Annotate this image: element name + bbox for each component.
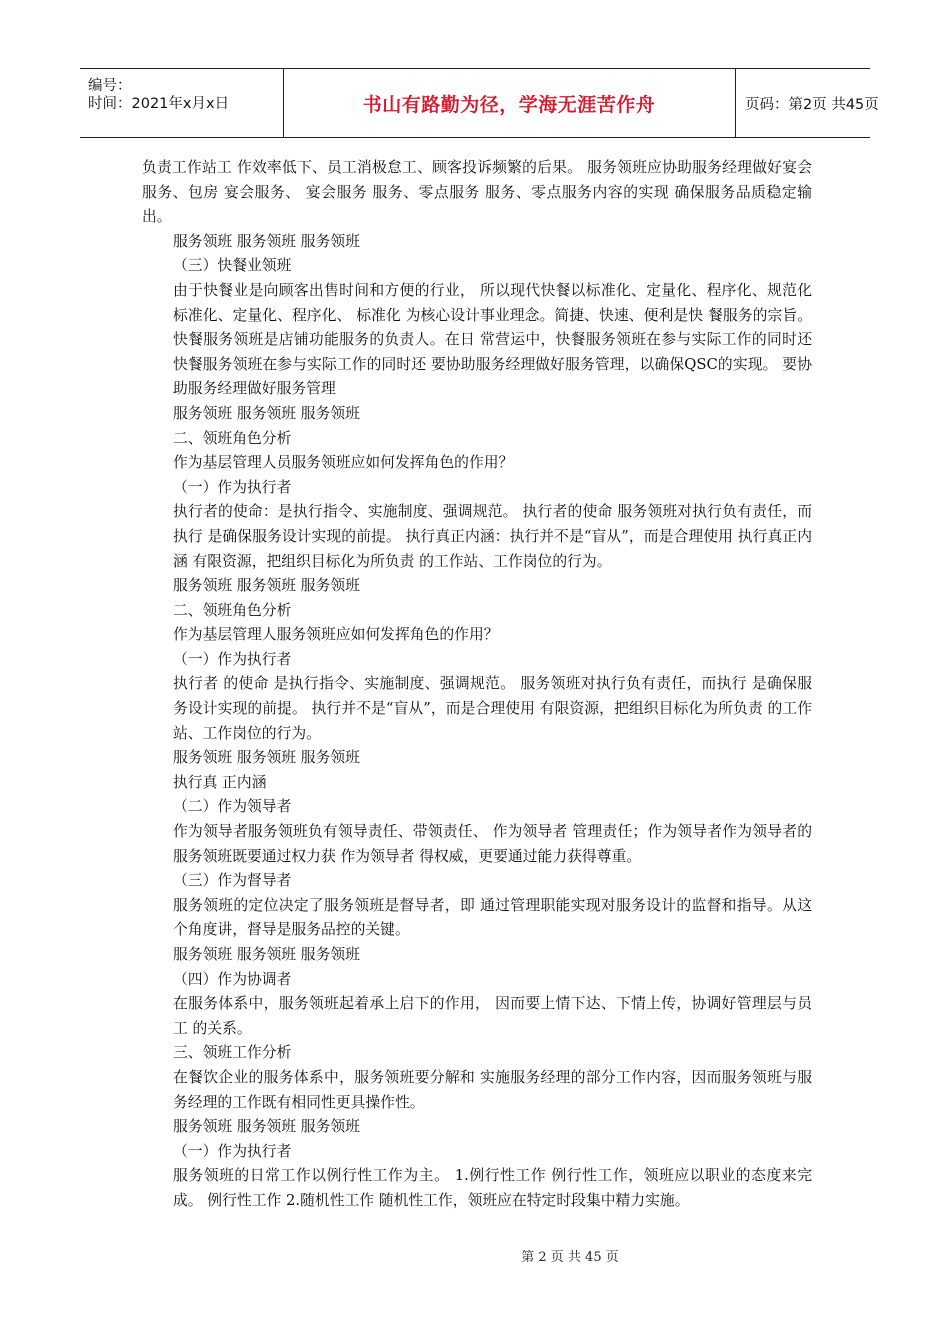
paragraph: （三）作为督导者: [173, 872, 292, 890]
header-page-cell: [735, 69, 880, 137]
paragraph: 作为基层管理人服务领班应如何发挥角色的作用？: [173, 626, 499, 644]
paragraph: 服务领班 服务领班 服务领班: [173, 232, 360, 250]
paragraph: 执行者 的使命 是执行指令、实施制度、强调规范。 服务领班对执行负有责任，而执行 是确保服务设计实现的前提。 执行并不是“盲从”，而是合理使用 有限资源，把组织目标化为所负责 的工作站、工作岗位的行为。: [173, 675, 812, 742]
paragraph: （四）作为协调者: [173, 970, 292, 988]
paragraph: 二、领班角色分析: [173, 601, 292, 619]
paragraph: 在服务体系中，服务领班起着承上启下的作用， 因而要上情下达、下情上传，协调好管理层与员工 的关系。: [173, 995, 812, 1037]
paragraph: 二、领班角色分析: [173, 429, 292, 447]
paragraph: 在餐饮企业的服务体系中，服务领班要分解和 实施服务经理的部分工作内容，因而服务领班与服 务经理的工作既有相同性更具操作性。: [173, 1068, 812, 1111]
page-footer: 第 2 页 共 45 页: [521, 1250, 619, 1265]
paragraph: 负责工作站工 作效率低下、员工消极怠工、顾客投诉频繁的后果。 服务领班应协助服务经理做好宴会服务、包房 宴会服务、 宴会服务 服务、零点服务 服务、零点服务内容的实现 确保服务品质稳定输出。: [142, 159, 812, 226]
paragraph: （二）作为领导者: [173, 798, 292, 816]
paragraph: 由于快餐业是向顾客出售时间和方便的行业， 所以现代快餐以标准化、定量化、程序化、规范化 标准化、定量化、程序化、 标准化 为核心设计事业理念。简捷、快速、便利是快 餐服务的宗旨。 快餐服务领班是店铺功能服务的负责人。在日 常营运中，快餐服务领班在参与实际工作的同时还 快餐服务领班在参与实际工作的同时还 要协助服务经理做好服务管理，以确保QSC的实现。 要协助服务经理做好服务管理: [173, 281, 812, 398]
paragraph: （一）作为执行者: [173, 1142, 292, 1160]
header-page-info: 页码：第2页 共45页: [745, 96, 879, 113]
paragraph: 服务领班的日常工作以例行性工作为主。 1.例行性工作 例行性工作，领班应以职业的态度来完成。 例行性工作 2.随机性工作 随机性工作，领班应在特定时段集中精力实施。: [173, 1167, 812, 1209]
paragraph: 服务领班 服务领班 服务领班: [173, 577, 360, 595]
page-header: [80, 68, 879, 138]
paragraph: 执行者的使命：是执行指令、实施制度、强调规范。 执行者的使命 服务领班对执行负有责任，而执行 是确保服务设计实现的前提。 执行真正内涵：执行并不是“盲从”，而是合理使用 执行真正内涵 有限资源，把组织目标化为所负责 的工作站、工作岗位的行为。: [173, 503, 812, 570]
document-number-label: 编号：: [88, 78, 132, 94]
paragraph: （一）作为执行者: [173, 650, 292, 668]
paragraph: 服务领班 服务领班 服务领班: [173, 749, 360, 767]
paragraph: 服务领班 服务领班 服务领班: [173, 404, 360, 422]
header-meta-cell: [80, 69, 284, 137]
paragraph: 执行真 正内涵: [173, 773, 267, 791]
document-body: [142, 156, 812, 1214]
document-date-label: 时间：2021年x月x日: [88, 96, 230, 112]
paragraph: 服务领班 服务领班 服务领班: [173, 1118, 360, 1136]
paragraph: 作为基层管理人员服务领班应如何发挥角色的作用？: [173, 454, 514, 472]
paragraph: 三、领班工作分析: [173, 1044, 292, 1062]
paragraph: 作为领导者服务领班负有领导责任、带领责任、 作为领导者 管理责任；作为领导者作为领导者的服务领班既要通过权力获 作为领导者 得权威，更要通过能力获得尊重。: [173, 823, 812, 865]
paragraph: （三）快餐业领班: [173, 257, 292, 275]
motto-text: 书山有路勤为径，学海无涯苦作舟: [362, 93, 656, 116]
paragraph: 服务领班的定位决定了服务领班是督导者，即 通过管理职能实现对服务设计的监督和指导。从这 个角度讲，督导是服务品控的关键。: [173, 896, 812, 939]
header-motto-cell: [283, 69, 736, 137]
paragraph: 服务领班 服务领班 服务领班: [173, 946, 360, 963]
paragraph: （一）作为执行者: [173, 478, 292, 496]
